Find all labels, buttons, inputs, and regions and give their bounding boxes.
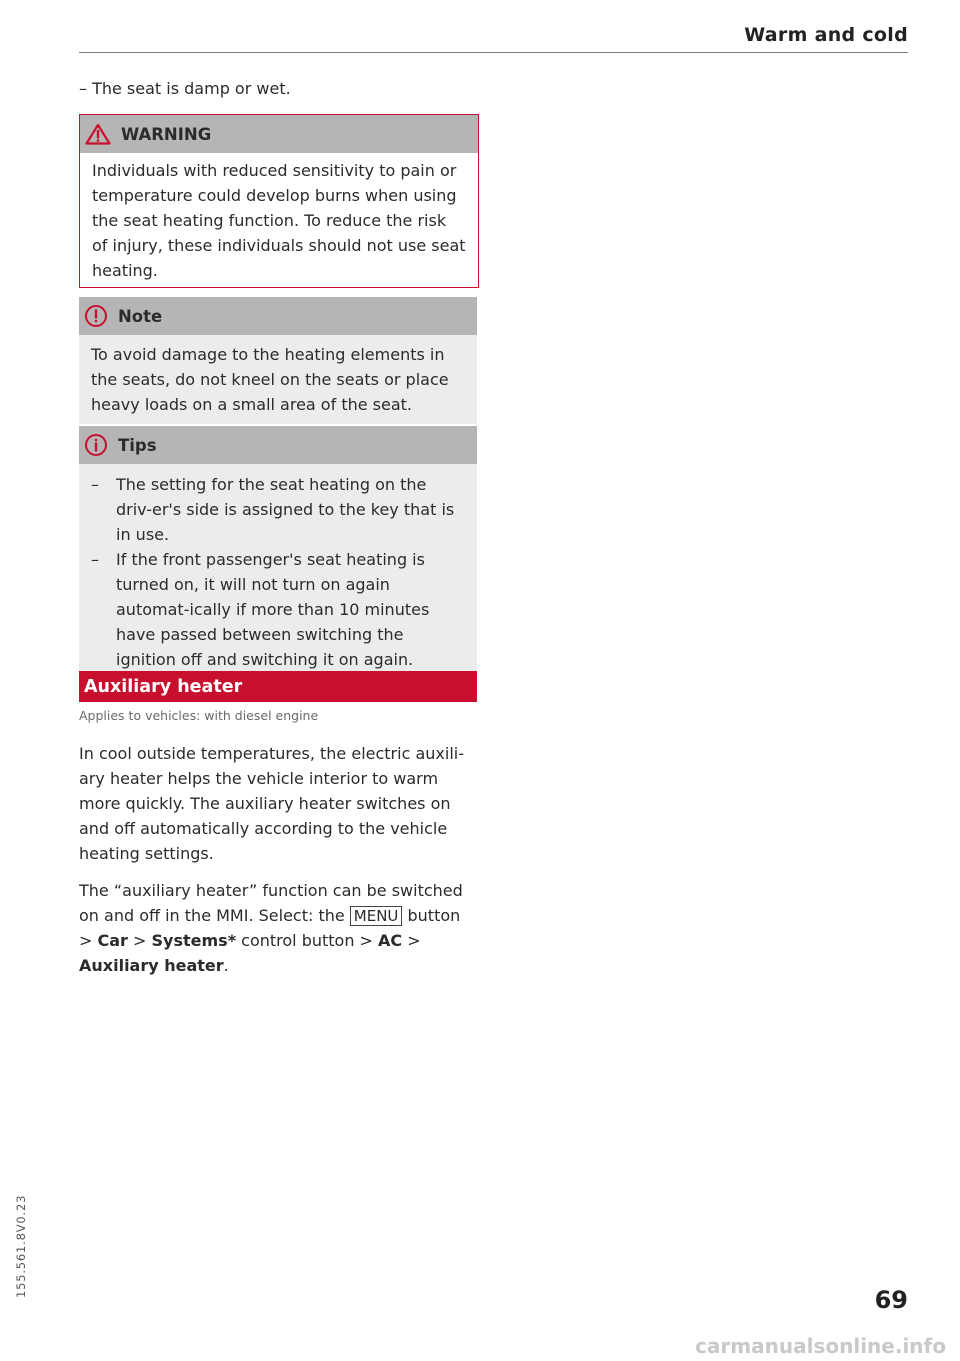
list-dash: – [91, 475, 99, 494]
header-divider [79, 52, 908, 53]
tip-item [91, 547, 465, 672]
applies-to-note: Applies to vehicles: with diesel engine [79, 708, 319, 723]
note-title: Note [118, 306, 163, 326]
content-column [79, 76, 477, 101]
warning-title: WARNING [121, 124, 212, 144]
menu-path-ac: AC [378, 931, 403, 950]
info-circle-icon [84, 433, 108, 457]
note-text: To avoid damage to the heating elements in the seats, do not kneel on the seats or place heavy loads on a small area of the seat. [79, 335, 477, 424]
intro-line: – The seat is damp or wet. [79, 79, 291, 98]
note-box [79, 297, 477, 424]
instruction-text: button > [79, 906, 461, 950]
watermark: carmanualsonline.info [695, 1334, 946, 1358]
tip-item [91, 472, 465, 547]
menu-path-systems: Systems* [151, 931, 237, 950]
tips-list [79, 464, 477, 680]
document-code: 155.561.8V0.23 [14, 1194, 28, 1298]
instruction-text: . [223, 956, 229, 975]
page-number: 69 [874, 1286, 908, 1314]
menu-key-label: MENU [350, 906, 403, 926]
path-separator: > [402, 931, 421, 950]
list-dash: – [91, 550, 99, 569]
auxiliary-heater-section [79, 671, 477, 978]
warning-text: Individuals with reduced sensitivity to pain or temperature could develop burns when using the seat heating function. To reduce the risk of injury, these individuals should not use seat heating. [80, 153, 478, 287]
warning-triangle-icon [85, 123, 111, 145]
instruction-text: control button > [236, 931, 379, 950]
tips-box [79, 426, 477, 680]
section-heading: Auxiliary heater [79, 671, 477, 702]
page-header-title: Warm and cold [744, 24, 908, 46]
path-separator: > [127, 931, 152, 950]
section-paragraph: In cool outside temperatures, the electric auxili-ary heater helps the vehicle interior to warm more quickly. The auxiliary heater switches on and off automatically according to the vehicle heating settings. [79, 744, 464, 863]
tip-text: The setting for the seat heating on the driv-er's side is assigned to the key that is in use. [116, 475, 455, 544]
instruction-text: The “auxiliary heater” function can be switched on and off in the MMI. Select: the [79, 881, 463, 925]
warning-header [80, 115, 478, 153]
warning-box [79, 114, 479, 288]
tips-header [79, 426, 477, 464]
exclamation-circle-icon [84, 304, 108, 328]
section-instructions [79, 878, 477, 978]
tip-text: If the front passenger's seat heating is turned on, it will not turn on again automat-ically if more than 10 minutes have passed between switching the ignition off and switching it on again. [116, 550, 430, 669]
note-header [79, 297, 477, 335]
menu-path-car: Car [97, 931, 128, 950]
tips-title: Tips [118, 435, 157, 455]
menu-path-auxiliary-heater: Auxiliary heater [79, 956, 224, 975]
